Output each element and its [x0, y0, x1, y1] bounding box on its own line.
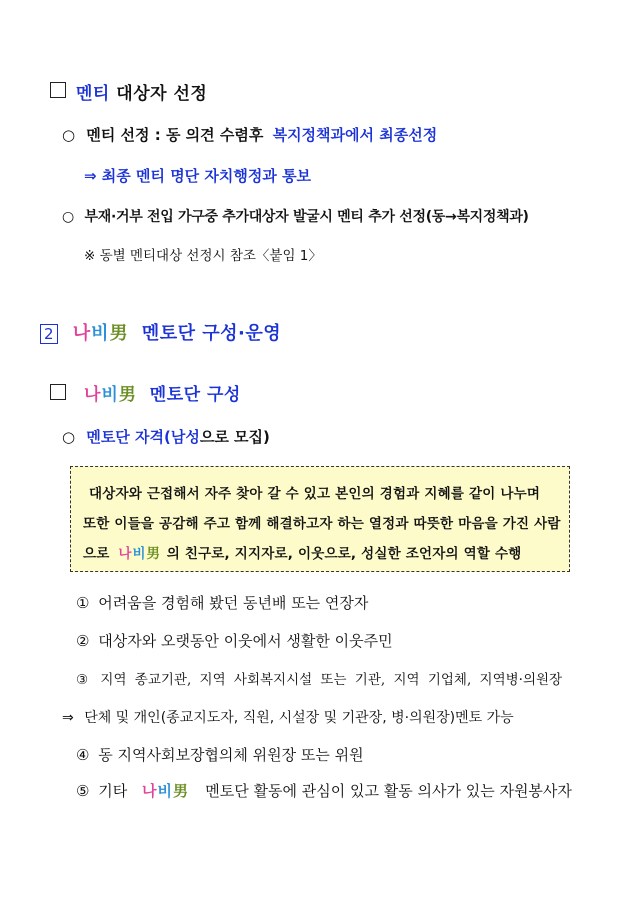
list-item — [76, 780, 572, 801]
logo-part-1: 나 — [142, 782, 158, 800]
logo-part-3: 男 — [109, 323, 129, 344]
nabi-logo — [73, 323, 136, 344]
logo-part-2: 비 — [132, 546, 147, 562]
list-item — [62, 707, 514, 727]
checkbox-square-icon — [50, 384, 66, 400]
subsection-heading — [84, 380, 241, 405]
arrow-icon: ⇒ — [62, 710, 74, 726]
logo-part-3: 男 — [146, 546, 161, 562]
item-number: ④ — [76, 746, 90, 764]
highlight-line-2: 또한 이들을 공감해 주고 함께 해결하고자 하는 열정과 따뜻한 마음을 가진 사람 — [83, 516, 561, 532]
logo-part-2: 비 — [91, 323, 110, 344]
item-number: ③ — [76, 672, 89, 688]
list-item — [62, 124, 437, 145]
qualification-item — [62, 426, 270, 447]
logo-part-2: 비 — [101, 385, 119, 405]
list-item — [76, 630, 393, 651]
section-2-heading — [40, 319, 281, 345]
item-highlight: 복지정책과에서 최종선정 — [272, 126, 438, 144]
item-number: ⑤ — [76, 782, 90, 800]
bullet-circle: ○ — [62, 126, 76, 144]
item-prefix: 기타 — [98, 782, 128, 800]
logo-part-1: 나 — [118, 546, 133, 562]
section-number-box: 2 — [40, 324, 58, 344]
highlight-box — [70, 466, 570, 572]
item-label: 멘티 선정 : 동 의견 수렴후 — [86, 126, 264, 144]
highlight-line-1: 대상자와 근접해서 자주 찾아 갈 수 있고 본인의 경험과 지혜를 같이 나누며 — [89, 486, 541, 502]
item-text: 대상자와 오랫동안 이웃에서 생활한 이웃주민 — [98, 632, 393, 650]
list-item — [76, 668, 562, 688]
section-heading — [76, 79, 207, 104]
logo-part-1: 나 — [72, 323, 92, 344]
nabi-logo — [142, 782, 195, 800]
qual-label: 멘토단 자격( — [86, 428, 171, 446]
item-text: 지역 종교기관, 지역 사회복지시설 또는 기관, 지역 기업체, 지역병·의원장 — [100, 672, 563, 688]
heading-prefix: 멘티 — [76, 84, 110, 104]
list-item — [62, 206, 529, 226]
nabi-logo — [84, 385, 144, 405]
item-text: 단체 및 개인(종교지도자, 직원, 시설장 및 기관장, 병·의원장)멘토 가능 — [84, 710, 514, 726]
logo-part-3: 男 — [173, 782, 190, 800]
item-text: 부재·거부 전입 가구중 추가대상자 발굴시 멘티 추가 선정(동→복지정책과) — [84, 209, 529, 225]
bullet-circle: ○ — [62, 428, 76, 446]
item-text: 어려움을 경험해 봤던 동년배 또는 연장자 — [98, 594, 369, 612]
item-text: 동 지역사회보장협의체 위원장 또는 위원 — [98, 746, 364, 764]
subsection-title: 멘토단 구성 — [149, 385, 241, 405]
highlight-line-3 — [83, 542, 522, 562]
item-number: ② — [76, 632, 90, 650]
item-number: ① — [76, 594, 90, 612]
list-item — [76, 744, 364, 765]
item-text: 멘토단 활동에 관심이 있고 활동 의사가 있는 자원봉사자 — [205, 782, 572, 800]
qual-highlight: 남성 — [170, 428, 200, 446]
nabi-logo — [118, 546, 166, 562]
line3-suffix: 의 친구로, 지지자로, 이웃으로, 성실한 조언자의 역할 수행 — [166, 546, 522, 562]
logo-part-3: 男 — [118, 385, 137, 405]
logo-part-2: 비 — [157, 782, 173, 800]
list-item-sub: ⇒ 최종 멘티 명단 자치행정과 통보 — [84, 167, 312, 185]
logo-part-1: 나 — [84, 385, 102, 405]
qual-suffix: 으로 모집) — [199, 428, 270, 446]
line3-prefix: 으로 — [83, 546, 110, 562]
bullet-circle: ○ — [62, 209, 74, 225]
heading-text: 대상자 선정 — [116, 84, 208, 104]
note: ※ 동별 멘티대상 선정시 참조〈붙임 1〉 — [84, 248, 322, 264]
section-2-title: 멘토단 구성·운영 — [141, 323, 282, 344]
list-item — [76, 592, 368, 613]
checkbox-square-icon — [50, 82, 66, 98]
